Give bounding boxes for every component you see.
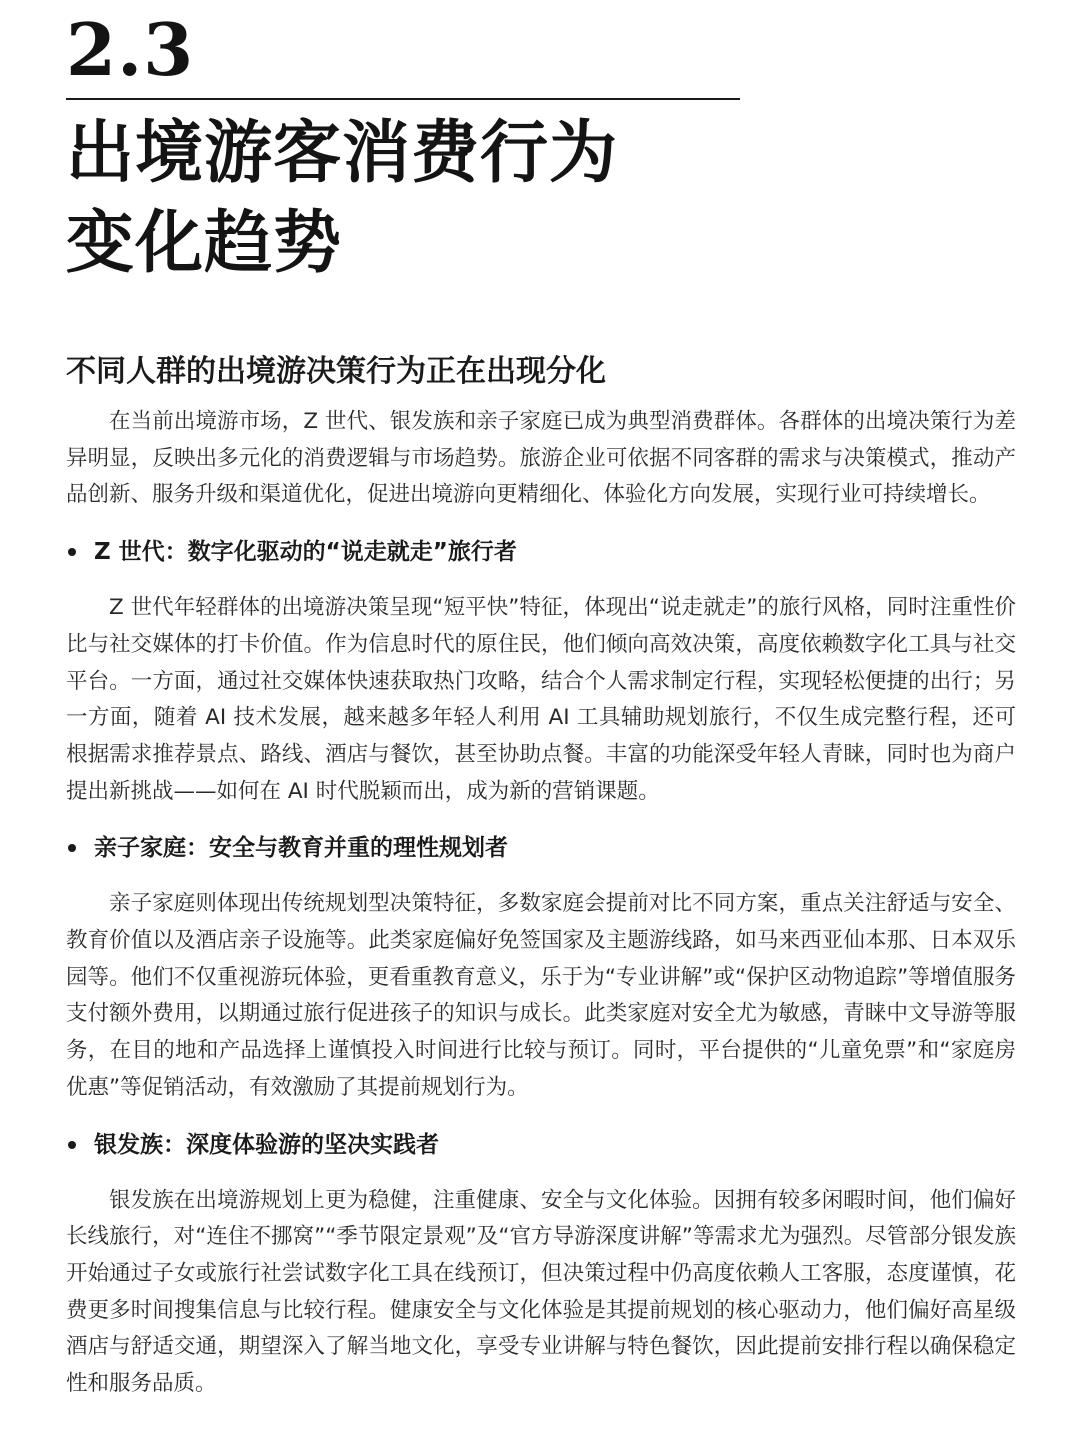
section-title-line-1: 出境游客消费行为 bbox=[66, 113, 619, 193]
title-divider bbox=[66, 98, 740, 100]
bullet-heading-family bbox=[66, 830, 1016, 866]
intro-paragraph: 在当前出境游市场，Z 世代、银发族和亲子家庭已成为典型消费群体。各群体的出境决策行为差异明显，反映出多元化的消费逻辑与市场趋势。旅游企业可依据不同客群的需求与决策模式，推动产品创新、服务升级和渠道优化，促进出境游向更精细化、体验化方向发展，实现行业可持续增长。 bbox=[66, 409, 1016, 508]
bullet-dot-icon bbox=[68, 548, 76, 556]
section-content bbox=[66, 352, 1016, 1403]
section-number: 2.3 bbox=[66, 7, 195, 92]
bullet-heading-silver bbox=[66, 1127, 1016, 1163]
paragraph-family: 亲子家庭则体现出传统规划型决策特征，多数家庭会提前对比不同方案，重点关注舒适与安全、教育价值以及酒店亲子设施等。此类家庭偏好免签国家及主题游线路，如马来西亚仙本那、日本双乐园等。他们不仅重视游玩体验，更看重教育意义，乐于为“专业讲解”或“保护区动物追踪”等增值服务支付额外费用，以期通过旅行促进孩子的知识与成长。此类家庭对安全尤为敏感，青睐中文导游等服务，在目的地和产品选择上谨慎投入时间进行比较与预订。同时，平台提供的“儿童免票”和“家庭房优惠”等促销活动，有效激励了其提前规划行为。 bbox=[66, 891, 1016, 1100]
bullet-heading-gen-z bbox=[66, 534, 1016, 570]
section-title-line-2: 变化趋势 bbox=[66, 203, 343, 283]
section-title bbox=[66, 108, 618, 288]
bullet-dot-icon bbox=[68, 1141, 76, 1149]
paragraph-silver: 银发族在出境游规划上更为稳健，注重健康、安全与文化体验。因拥有较多闲暇时间，他们偏好长线旅行，对“连住不挪窝”“季节限定景观”及“官方导游深度讲解”等需求尤为强烈。尽管部分银发族开始通过子女或旅行社尝试数字化工具在线预订，但决策过程中仍高度依赖人工客服，态度谨慎，花费更多时间搜集信息与比较行程。健康安全与文化体验是其提前规划的核心驱动力，他们偏好高星级酒店与舒适交通，期望深入了解当地文化，享受专业讲解与特色餐饮，因此提前安排行程以确保稳定性和服务品质。 bbox=[66, 1187, 1016, 1397]
bullet-heading-text: 银发族：深度体验游的坚决实践者 bbox=[94, 1131, 439, 1158]
subheading: 不同人群的出境游决策行为正在出现分化 bbox=[66, 354, 606, 389]
bullet-dot-icon bbox=[68, 844, 76, 852]
bullet-heading-text: Z 世代：数字化驱动的“说走就走”旅行者 bbox=[94, 539, 517, 566]
bullet-heading-text: 亲子家庭：安全与教育并重的理性规划者 bbox=[94, 835, 508, 862]
paragraph-gen-z: Z 世代年轻群体的出境游决策呈现“短平快”特征，体现出“说走就走”的旅行风格，同时注重性价比与社交媒体的打卡价值。作为信息时代的原住民，他们倾向高效决策，高度依赖数字化工具与社交平台。一方面，通过社交媒体快速获取热门攻略，结合个人需求制定行程，实现轻松便捷的出行；另一方面，随着 AI 技术发展，越来越多年轻人利用 AI 工具辅助规划旅行，不仅生成完整行程，还可根据需求推荐景点、路线、酒店与餐饮，甚至协助点餐。丰富的功能深受年轻人青睐，同时也为商户提出新挑战——如何在 AI 时代脱颖而出，成为新的营销课题。 bbox=[66, 595, 1016, 804]
